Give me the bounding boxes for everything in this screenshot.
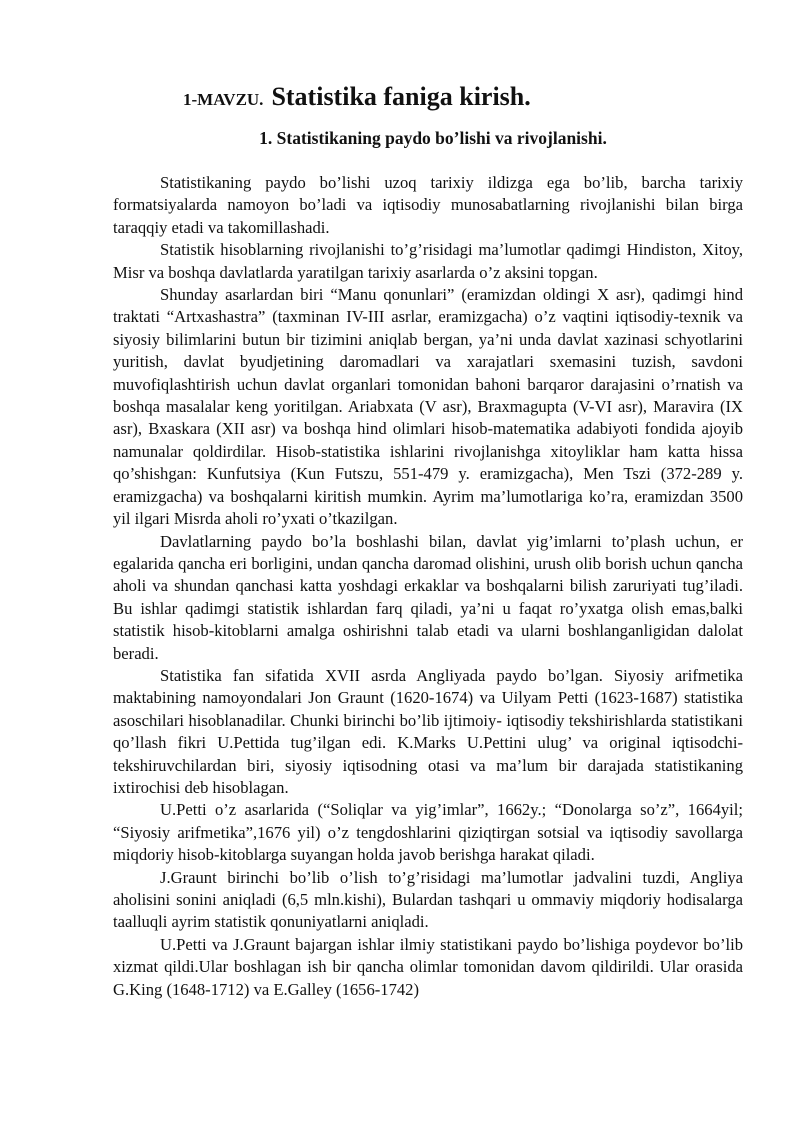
- paragraph: J.Graunt birinchi bo’lib o’lish to’g’risidagi ma’lumotlar jadvalini tuzdi, Angliya aholisini sonini aniqladi (6,5 mln.kishi), Bulardan tashqari u ommaviy miqdoriy hodisalarga taalluqli ayrim statistik qonuniyatlarni aniqladi.: [113, 867, 743, 932]
- document-page: [113, 74, 743, 1001]
- page-title: [183, 74, 743, 114]
- section-heading: 1. Statistikaning paydo bo’lishi va rivojlanishi.: [259, 128, 607, 148]
- paragraph: Shunday asarlardan biri “Manu qonunlari” (eramizdan oldingi X asr), qadimgi hind traktati “Artxashastra” (taxminan IV-III asrlar, eramizgacha) o’z vaqtini iqtisodiy-texnik va siyosiy bilimlarini butun bir tizimini aniqlab bergan, ya’ni unda davlat xazinasi schyotlarini yuritish, davlat byudjetining daromadlari va xarajatlari sxemasini tuzish, savdoni muvofiqlashtirish uchun davlat organlari tomonidan bahoni barqaror darajasini o’rnatish va boshqa masalalar keng yoritilgan. Ariabxata (V asr), Braxmagupta (V-VI asr), Maravira (IX asr), Bxaskara (XII asr) va boshqa hind olimlari hisob-matematika adabiyoti fondida ajoyib namunalar qoldirdilar. Hisob-statistika ishlarini rivojlanishga xitoyliklar ham katta hissa qo’shishgan: Kunfutsiya (Kun Futszu, 551-479 y. eramizgacha), Men Tszi (372-289 y. eramizgacha) va boshqalarni kiritish mumkin. Ayrim ma’lumotlariga ko’ra, eramizdan 3500 yil ilgari Misrda aholi ro’yxati o’tkazilgan.: [113, 285, 743, 529]
- title-prefix: 1-MAVZU.: [183, 90, 264, 109]
- paragraph: U.Petti va J.Graunt bajargan ishlar ilmiy statistikani paydo bo’lishiga poydevor bo’lib xizmat qildi.Ular boshlagan ish bir qancha olimlar tomonidan davom qildirildi. Ular orasida G.King (1648-1712) va E.Galley (1656-1742): [113, 934, 743, 999]
- paragraph: Statistik hisoblarning rivojlanishi to’g’risidagi ma’lumotlar qadimgi Hindiston, Xitoy, Misr va boshqa davlatlarda yaratilgan tarixiy asarlarda o’z aksini topgan.: [113, 240, 743, 282]
- title-text: Statistika faniga kirish.: [271, 82, 531, 111]
- paragraph: Statistikaning paydo bo’lishi uzoq tarixiy ildizga ega bo’lib, barcha tarixiy formatsiyalarda namoyon bo’ladi va iqtisodiy munosabatlarning rivojlanishi bilan birga taraqqiy etadi va takomillashadi.: [113, 173, 743, 237]
- body-text: [113, 172, 743, 1001]
- paragraph: Davlatlarning paydo bo’la boshlashi bilan, davlat yig’imlarni to’plash uchun, er egalarida qancha eri borligini, undan qancha daromad olishini, urush olib borish uchun qancha aholi va shundan qanchasi katta yoshdagi erkaklar va boshqalarni bilish zaruriyati tug’iladi. Bu ishlar qadimgi statistik ishlardan farq qiladi, ya’ni u faqat ro’yxatga olish emas,balki statistik hisob-kitoblarni amalga oshirishni talab etadi va ularni boshlanganligidan dalolat beradi.: [113, 531, 743, 663]
- paragraph: U.Petti o’z asarlarida (“Soliqlar va yig’imlar”, 1662y.; “Donolarga so’z”, 1664yil; “Siyosiy arifmetika”,1676 yil) o’z tengdoshlarini qiziqtirgan sotsial va iqtisodiy savollarga miqdoriy hisob-kitoblarga suyangan holda javob berishga harakat qiladi.: [113, 800, 743, 865]
- paragraph: Statistika fan sifatida XVII asrda Angliyada paydo bo’lgan. Siyosiy arifmetika maktabining namoyondalari Jon Graunt (1620-1674) va Uilyam Petti (1623-1687) statistika asoschilari hisoblanadilar. Chunki birinchi bo’lib ijtimoiy- iqtisodiy tekshirishlarda statistikani qo’llash fikri U.Pettida tug’ilgan edi. K.Marks U.Pettini ulug’ va original iqtisodchi-tekshiruvchilardan biri, siyosiy iqtisodning otasi va ma’lum bir darajada statistikaning ixtirochisi deb hisoblagan.: [113, 665, 743, 797]
